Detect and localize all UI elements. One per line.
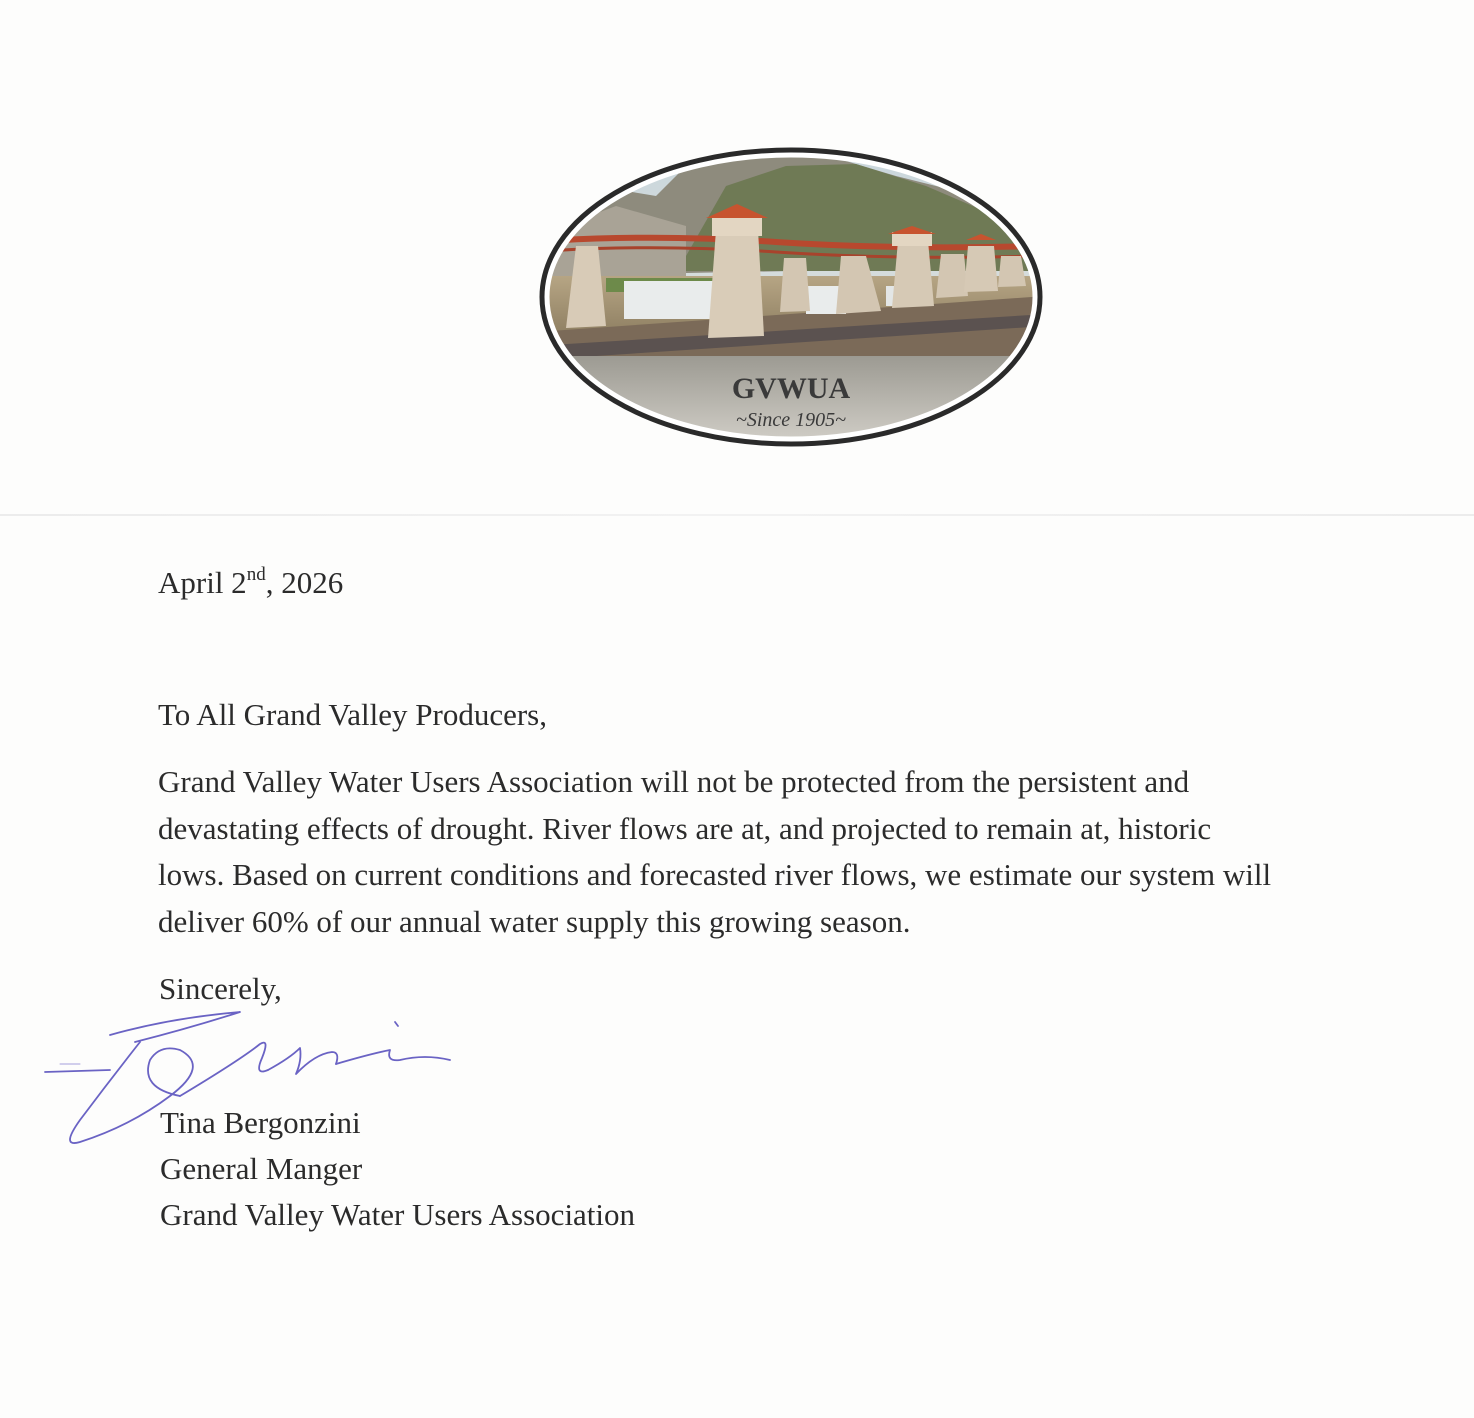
body-line: devastating effects of drought. River flows are at, and projected to remain at, historic [158, 810, 1212, 846]
salutation: To All Grand Valley Producers, [158, 697, 547, 732]
logo-name: GVWUA [731, 372, 851, 405]
gvwua-logo [536, 146, 1046, 452]
date-suffix: nd [246, 563, 266, 585]
body-line: lows. Based on current conditions and forecasted river flows, we estimate our system will [158, 857, 1272, 892]
body-line: Grand Valley Water Users Association will not be protected from the persistent and [158, 764, 1190, 799]
letter-date [158, 560, 343, 606]
closing: Sincerely, [159, 971, 282, 1006]
body-line: deliver 60% of our annual water supply this growing season. [158, 903, 911, 939]
date-month-day: April 2 [158, 565, 247, 600]
date-year: , 2026 [265, 565, 344, 600]
signer-block [160, 1100, 635, 1238]
signer-organization: Grand Valley Water Users Association [160, 1197, 636, 1232]
logo-tagline: ~Since 1905~ [736, 409, 846, 431]
body-paragraph [158, 759, 1418, 945]
signer-name: Tina Bergonzini [160, 1105, 361, 1140]
signer-title: General Manger [160, 1151, 363, 1186]
fold-line [0, 514, 1474, 516]
